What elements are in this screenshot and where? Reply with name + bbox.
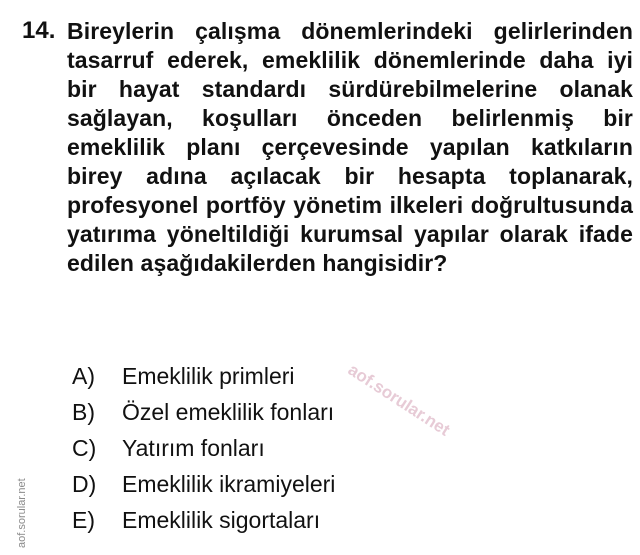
- option-letter: A): [72, 363, 95, 389]
- option-letter: D): [72, 471, 97, 497]
- option-e[interactable]: [72, 502, 335, 538]
- option-text: Emeklilik primleri: [122, 363, 295, 389]
- answer-options: [72, 358, 335, 538]
- option-c[interactable]: [72, 430, 335, 466]
- option-a[interactable]: [72, 358, 335, 394]
- option-text: Emeklilik sigortaları: [122, 507, 321, 533]
- option-d[interactable]: [72, 466, 335, 502]
- option-letter: C): [72, 435, 97, 461]
- option-text: Özel emeklilik fonları: [122, 399, 335, 425]
- option-text: Emeklilik ikramiyeleri: [122, 471, 336, 497]
- question-text: Bireylerin çalışma dönemlerindeki gelirlerinden tasarruf ederek, emeklilik dönemlerinde daha iyi bir hayat standardı sürdürebilmelerine olanak sağlayan, koşulları önceden belirlenmiş bir emeklilik planı çerçevesinde yapılan katkıların birey adına açılacak bir hesapta toplanarak, profesyonel portföy yönetim ilkeleri doğrultusunda yatırıma yöneltildiği kurumsal yapılar olarak ifade edilen aşağıdakilerden hangisidir?: [67, 18, 633, 276]
- option-b[interactable]: [72, 394, 335, 430]
- option-text: Yatırım fonları: [122, 435, 265, 461]
- option-letter: E): [72, 507, 95, 533]
- watermark-side: aof.sorular.net: [16, 478, 28, 548]
- option-letter: B): [72, 399, 95, 425]
- watermark-diagonal: aof.sorular.net: [344, 360, 454, 440]
- question-number: 14.: [22, 17, 56, 44]
